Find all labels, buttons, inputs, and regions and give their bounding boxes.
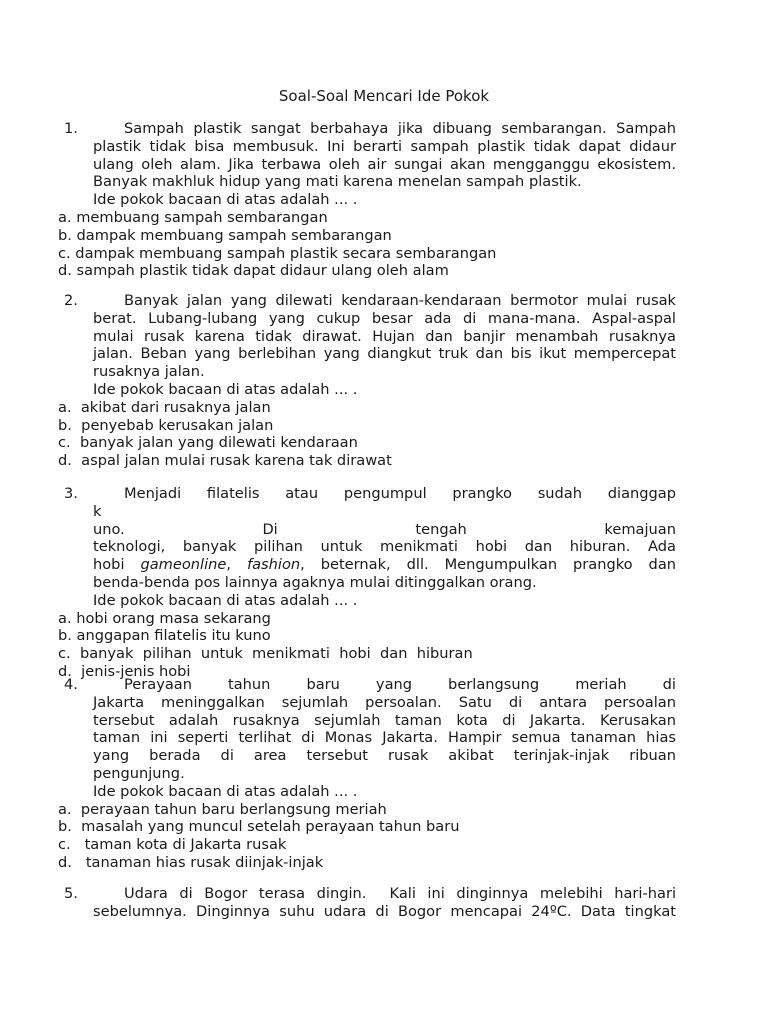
italic-term: gameonline bbox=[140, 556, 227, 574]
passage-line: yang berada di area tersebut rusak akibat terinjak-injak ribuan bbox=[93, 747, 676, 765]
passage-line: benda-benda pos lainnya agaknya mulai ditinggalkan orang. bbox=[93, 573, 537, 591]
answer-option-b[interactable]: b. masalah yang muncul setelah perayaan tahun baru bbox=[58, 818, 460, 836]
passage-line: berat. Lubang-lubang yang cukup besar ada di mana-mana. Aspal-aspal bbox=[93, 309, 676, 327]
passage-line: teknologi, banyak pilihan untuk menikmati hobi dan hiburan. Ada bbox=[93, 538, 676, 556]
answer-option-d[interactable]: d. jenis-jenis hobi bbox=[58, 662, 191, 680]
question-4 bbox=[58, 676, 676, 872]
italic-term: fashion bbox=[246, 556, 301, 574]
passage-line: Perayaan tahun baru yang berlangsung meriah di bbox=[124, 676, 676, 693]
passage-line: sebelumnya. Dinginnya suhu udara di Bogor mencapai 24ºC. Data tingkat bbox=[93, 902, 676, 920]
passage-text: hobi bbox=[93, 556, 125, 574]
answer-option-d[interactable]: d. aspal jalan mulai rusak karena tak dirawat bbox=[58, 452, 392, 470]
passage-line: uno. Di tengah kemajuan bbox=[93, 520, 676, 538]
passage-text: , bbox=[226, 556, 247, 574]
passage-line: taman ini seperti terlihat di Monas Jakarta. Hampir semua tanaman hias bbox=[93, 729, 676, 747]
question-number: 4. bbox=[64, 676, 78, 693]
passage-line: jalan. Beban yang berlebihan yang diangkut truk dan bis ikut mempercepat bbox=[93, 345, 676, 363]
passage-line: rusaknya jalan. bbox=[93, 363, 205, 381]
passage-line: Udara di Bogor terasa dingin. Kali ini dinginnya melebihi hari-hari bbox=[124, 885, 676, 902]
passage-line: pengunjung. bbox=[93, 764, 185, 782]
answer-option-a[interactable]: a. perayaan tahun baru berlangsung meriah bbox=[58, 800, 387, 818]
passage-line bbox=[93, 556, 676, 574]
answer-option-c[interactable]: c. banyak pilihan untuk menikmati hobi dan hiburan bbox=[58, 645, 473, 663]
answer-option-b[interactable]: b. anggapan filatelis itu kuno bbox=[58, 627, 271, 645]
passage-line: Jakarta meninggalkan sejumlah persoalan. Satu di antara persoalan bbox=[93, 693, 676, 711]
passage-line: Banyak jalan yang dilewati kendaraan-kendaraan bermotor mulai rusak bbox=[124, 292, 676, 309]
passage-text: , beternak, dll. Mengumpulkan prangko dan bbox=[300, 556, 677, 574]
question-1 bbox=[58, 120, 676, 280]
question-number: 2. bbox=[64, 292, 78, 309]
answer-option-d[interactable]: d. tanaman hias rusak diinjak-injak bbox=[58, 853, 324, 871]
answer-option-c[interactable]: c. dampak membuang sampah plastik secara sembarangan bbox=[58, 244, 497, 262]
question-3 bbox=[58, 485, 677, 681]
passage-line: Banyak makhluk hidup yang mati karena menelan sampah plastik. bbox=[93, 173, 582, 191]
question-number: 1. bbox=[64, 120, 78, 137]
answer-option-c[interactable]: c. banyak jalan yang dilewati kendaraan bbox=[58, 434, 358, 452]
answer-option-a[interactable]: a. membuang sampah sembarangan bbox=[58, 208, 328, 226]
question-prompt: Ide pokok bacaan di atas adalah ... . bbox=[93, 191, 358, 209]
answer-option-a[interactable]: a. akibat dari rusaknya jalan bbox=[58, 398, 271, 416]
question-prompt: Ide pokok bacaan di atas adalah ... . bbox=[93, 782, 358, 800]
passage-line: tersebut adalah rusaknya sejumlah taman kota di Jakarta. Kerusakan bbox=[93, 711, 676, 729]
passage-line: Menjadi filatelis atau pengumpul prangko sudah dianggap k bbox=[93, 485, 676, 520]
passage-line: ulang oleh alam. Jika terbawa oleh air sungai akan mengganggu ekosistem. bbox=[93, 155, 676, 173]
document-title: Soal-Soal Mencari Ide Pokok bbox=[278, 87, 490, 105]
passage-line: plastik tidak bisa membusuk. Ini berarti sampah plastik tidak dapat didaur bbox=[93, 137, 676, 155]
question-prompt: Ide pokok bacaan di atas adalah ... . bbox=[93, 591, 358, 609]
question-number: 3. bbox=[64, 485, 78, 502]
answer-option-b[interactable]: b. penyebab kerusakan jalan bbox=[58, 416, 274, 434]
answer-option-a[interactable]: a. hobi orang masa sekarang bbox=[58, 609, 271, 627]
answer-option-d[interactable]: d. sampah plastik tidak dapat didaur ulang oleh alam bbox=[58, 262, 449, 280]
passage-line: Sampah plastik sangat berbahaya jika dibuang sembarangan. Sampah bbox=[124, 120, 676, 137]
question-number: 5. bbox=[64, 885, 78, 902]
passage-line: mulai rusak karena tidak dirawat. Hujan dan banjir menambah rusaknya bbox=[93, 327, 676, 345]
question-2 bbox=[58, 292, 676, 470]
answer-option-b[interactable]: b. dampak membuang sampah sembarangan bbox=[58, 226, 392, 244]
question-5 bbox=[64, 885, 676, 921]
question-prompt: Ide pokok bacaan di atas adalah ... . bbox=[93, 380, 358, 398]
answer-option-c[interactable]: c. taman kota di Jakarta rusak bbox=[58, 836, 287, 854]
